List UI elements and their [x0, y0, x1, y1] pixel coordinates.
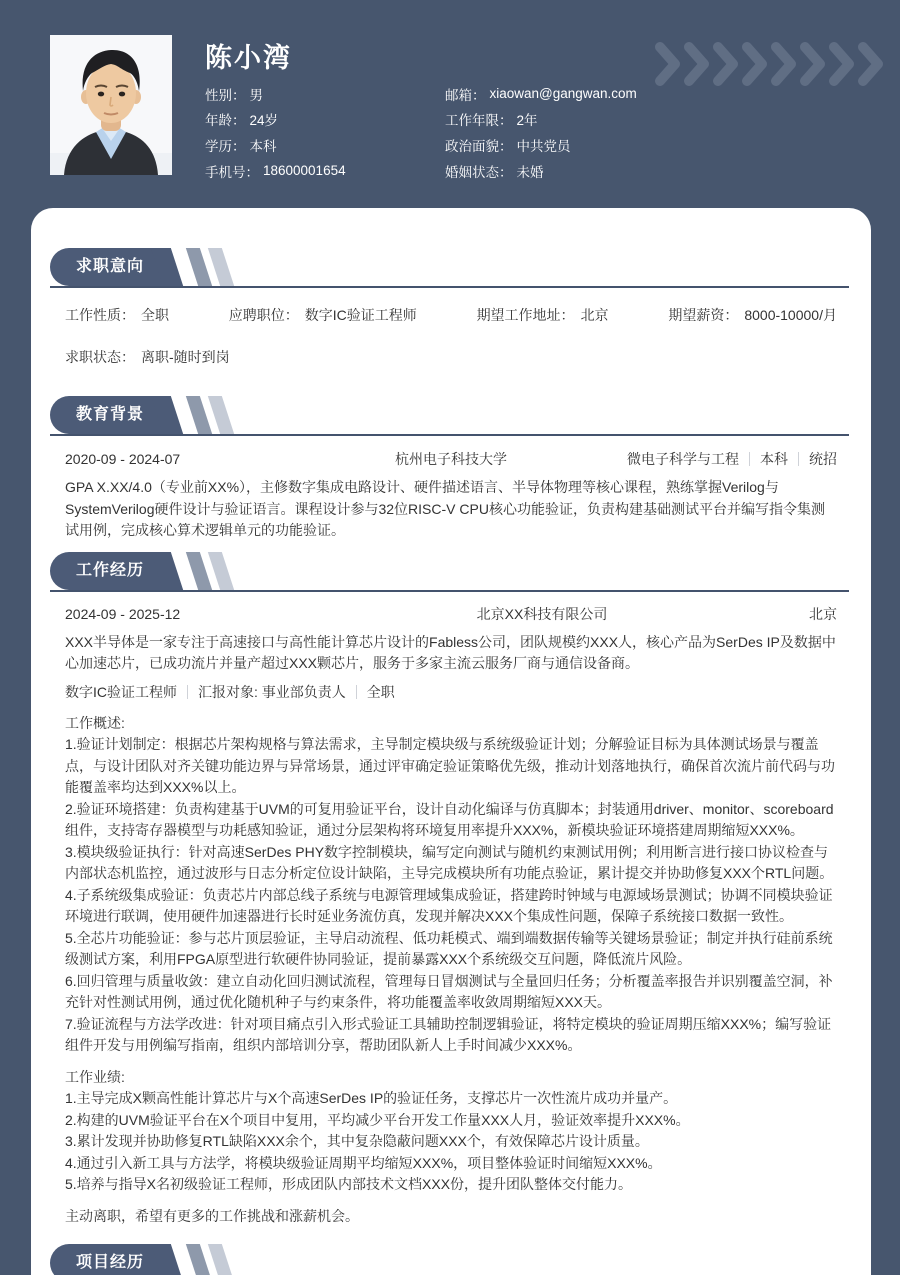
achievement-item: 3.累计发现并协助修复RTL缺陷XXX余个，其中复杂隐蔽问题XXX个，有效保障芯片设计质量。 — [65, 1133, 649, 1149]
field-education: 学历： 本科 — [205, 138, 277, 154]
chevron-right-icon — [741, 41, 770, 87]
achievement-item: 4.通过引入新工具与方法学，将模块级验证周期平均缩短XXX%，项目整体验证时间缩短XXX%。 — [65, 1154, 662, 1171]
chevron-decoration — [654, 41, 886, 87]
education-description: GPA X.XX/4.0（专业前XX%），主修数字集成电路设计、硬件描述语言、半导体物理等核心课程，熟练掌握Verilog与SystemVerilog硬件设计与验证语言。课程设计参与32位RISC-V CPU核心功能验证，负责构建基础测试平台并编写指令集测试用例，完成核心算术逻辑单元的功能验证。 — [65, 479, 825, 538]
resume-card — [31, 208, 871, 1275]
work-overview — [65, 713, 837, 1057]
overview-item: 6.回归管理与质量收敛：建立自动化回归测试流程，管理每日冒烟测试与全量回归任务；分析覆盖率报告并识别覆盖空洞，补充针对性测试用例，通过优化随机种子与约束条件，将功能覆盖率收敛周期缩短XXX天。 — [65, 972, 833, 1010]
field-marital-status: 婚姻状态： 未婚 — [445, 164, 544, 180]
field-gender: 性别： 男 — [205, 87, 263, 103]
job-intent-row — [65, 305, 837, 325]
work-period: 2024-09 - 2025-12 — [65, 605, 181, 622]
stripe-decoration — [186, 552, 212, 590]
intent-salary: 期望薪资： 8000-10000/月 — [668, 307, 837, 323]
stripe-decoration — [208, 552, 234, 590]
personal-details — [205, 81, 765, 183]
divider — [749, 452, 750, 466]
work-report-to: 汇报对象: 事业部负责人 — [198, 683, 346, 700]
candidate-name: 陈小湾 — [205, 43, 292, 73]
divider — [356, 685, 357, 699]
section-header-work — [50, 552, 849, 592]
stripe-decoration — [186, 248, 212, 286]
education-admission: 统招 — [809, 451, 837, 467]
section-header-project — [50, 1244, 849, 1275]
overview-title: 工作概述: — [65, 714, 125, 731]
achievement-item: 1.主导完成X颗高性能计算芯片与X个高速SerDes IP的验证任务，支撑芯片一次性流片成功并量产。 — [65, 1090, 678, 1106]
achievement-item: 5.培养与指导X名初级验证工程师，形成团队内部技术文档XXX份，提升团队整体交付能力。 — [65, 1176, 633, 1192]
education-school: 杭州电子科技大学 — [395, 451, 507, 467]
intent-position: 应聘职位： 数字IC验证工程师 — [228, 307, 417, 323]
divider — [187, 685, 188, 699]
stripe-decoration — [208, 248, 234, 286]
intent-work-type: 工作性质： 全职 — [65, 307, 169, 323]
stripe-decoration — [186, 1244, 212, 1275]
work-job-type: 全职 — [366, 683, 395, 700]
section-title: 项目经历 — [50, 1244, 168, 1275]
overview-item: 1.验证计划制定：根据芯片架构规格与算法需求，主导制定模块级与系统级验证计划；分解验证目标为具体测试场景与覆盖点，与设计团队对齐关键功能边界与异常场景，通过评审确定验证策略优先级，推动计划落地执行，确保首次流片前代码与功能覆盖率均达到XXX%以上。 — [65, 736, 835, 795]
section-title: 求职意向 — [50, 248, 168, 286]
education-degree-group — [627, 449, 837, 469]
section-title: 教育背景 — [50, 396, 168, 434]
achievement-title: 工作业绩: — [65, 1068, 125, 1085]
work-row — [65, 604, 837, 624]
chevron-right-icon — [770, 41, 799, 87]
achievement-item: 2.构建的UVM验证平台在X个项目中复用，平均减少平台开发工作量XXX人月，验证效率提升XXX%。 — [65, 1111, 690, 1128]
chevron-right-icon — [828, 41, 857, 87]
education-row — [65, 449, 837, 469]
chevron-right-icon — [654, 41, 683, 87]
chevron-right-icon — [857, 41, 886, 87]
work-company: 北京XX科技有限公司 — [476, 605, 608, 622]
company-intro: XXX半导体是一家专注于高速接口与高性能计算芯片设计的Fabless公司，团队规模约XXX人，核心产品为SerDes IP及数据中心加速芯片，已成功流片并量产超过XXX颗芯片，服务于多家主流云服务厂商与通信设备商。 — [65, 633, 836, 671]
overview-item: 3.模块级验证执行：针对高速SerDes PHY数字控制模块，编写定向测试与随机约束测试用例；利用断言进行接口协议检查与内部状态机监控，通过波形与日志分析定位设计缺陷，主导完成模块所有功能点验证，累计提交并协助修复XXX个RTL问题。 — [65, 843, 834, 881]
education-major: 微电子科学与工程 — [627, 451, 739, 467]
work-achievements — [65, 1067, 837, 1196]
work-location: 北京 — [809, 605, 837, 622]
field-age: 年龄： 24岁 — [205, 113, 279, 129]
overview-item: 2.验证环境搭建：负责构建基于UVM的可复用验证平台，设计自动化编译与仿真脚本；封装通用driver、monitor、scoreboard组件，支持寄存器模型与功耗感知验证，通过分层架构将环境复用率提升XXX%，新模块验证环境搭建周期缩短XXX%。 — [65, 800, 834, 838]
work-position: 数字IC验证工程师 — [65, 683, 177, 700]
field-email: 邮箱： xiaowan@gangwan.com — [445, 86, 637, 103]
job-intent-row — [65, 347, 837, 367]
field-work-years: 工作年限： 2年 — [445, 113, 538, 129]
stripe-decoration — [208, 396, 234, 434]
field-phone: 手机号： 18600001654 — [205, 163, 346, 180]
overview-item: 5.全芯片功能验证：参与芯片顶层验证，主导启动流程、低功耗模式、端到端数据传输等关键场景验证；制定并执行硅前系统级测试方案，利用FPGA原型进行软硬件协同验证，提前暴露XXX个系统级交互问题，降低流片风险。 — [65, 929, 833, 967]
education-period: 2020-09 - 2024-07 — [65, 451, 181, 467]
leave-reason: 主动离职，希望有更多的工作挑战和涨薪机会。 — [65, 1207, 359, 1224]
field-political-status: 政治面貌： 中共党员 — [445, 138, 571, 154]
intent-location: 期望工作地址： 北京 — [476, 307, 609, 323]
section-header-job-intent — [50, 248, 849, 288]
education-degree: 本科 — [760, 451, 788, 467]
overview-item: 4.子系统级集成验证：负责芯片内部总线子系统与电源管理域集成验证，搭建跨时钟域与电源域场景测试；协调不同模块验证环境进行联调，使用硬件加速器进行长时延业务流仿真，发现并解决XXX个集成性问题，保障子系统接口数据一致性。 — [65, 886, 833, 924]
chevron-right-icon — [712, 41, 741, 87]
position-row — [65, 682, 837, 702]
avatar-illustration — [50, 35, 172, 175]
stripe-decoration — [208, 1244, 234, 1275]
section-header-education — [50, 396, 849, 436]
overview-item: 7.验证流程与方法学改进：针对项目痛点引入形式验证工具辅助控制逻辑验证，将特定模块的验证周期压缩XXX%；编写验证组件开发与用例编写指南，组织内部培训分享，帮助团队新人上手时间减少XXX%。 — [65, 1015, 832, 1053]
section-title: 工作经历 — [50, 552, 168, 590]
divider — [798, 452, 799, 466]
profile-photo — [50, 35, 172, 175]
stripe-decoration — [186, 396, 212, 434]
intent-status: 求职状态： 离职-随时到岗 — [65, 349, 230, 365]
resume-header — [0, 0, 900, 210]
chevron-right-icon — [799, 41, 828, 87]
chevron-right-icon — [683, 41, 712, 87]
